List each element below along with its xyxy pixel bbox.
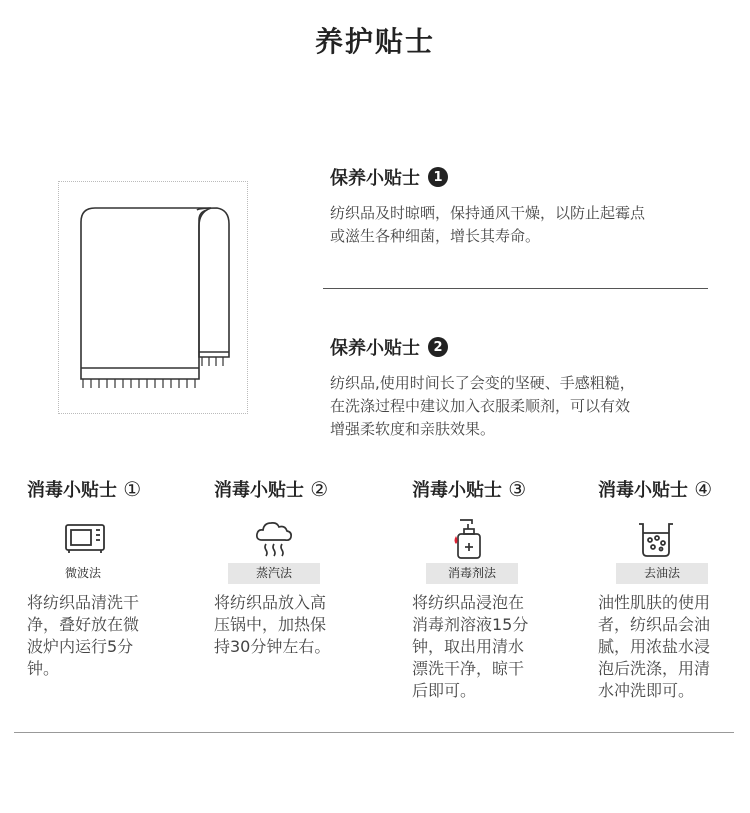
method-label: 去油法 (616, 563, 708, 584)
method-label: 蒸汽法 (228, 563, 320, 584)
care-tip-body: 纺织品及时晾晒，保持通风干燥，以防止起霉点 或滋生各种细菌，增长其寿命。 (330, 204, 646, 245)
disinfect-tip-2 (214, 476, 374, 656)
disinfect-tip-4 (598, 476, 750, 700)
disinfect-tip-body: 将纺织品浸泡在 消毒剂溶液15分 钟，取出用清水 漂洗干净，晾干 后即可。 (412, 593, 529, 700)
care-tip-body: 纺织品,使用时间长了会变的坚硬、手感粗糙， 在洗涤过程中建议加入衣服柔顺剂，可以有效 增强柔软度和亲肤效果。 (330, 374, 635, 438)
page-title: 养护贴士 (314, 25, 435, 58)
tip-number-badge: 2 (428, 337, 448, 357)
disinfect-tip-3 (412, 476, 572, 700)
disinfect-tip-title: 消毒小贴士 ① (27, 477, 142, 501)
steam-icon (252, 516, 296, 560)
care-tip-1 (330, 164, 710, 248)
divider-bottom (14, 732, 734, 733)
disinfect-tip-title: 消毒小贴士 ④ (598, 477, 713, 501)
care-tip-title: 保养小贴士 2 (330, 334, 710, 360)
disinfectant-bottle-icon (448, 516, 492, 560)
tip-number-badge: 1 (428, 167, 448, 187)
disinfect-tip-title: 消毒小贴士 ③ (412, 477, 527, 501)
disinfect-tip-body: 将纺织品放入高 压锅中，加热保 持30分钟左右。 (214, 593, 331, 656)
disinfect-tip-title: 消毒小贴士 ② (214, 477, 329, 501)
disinfect-tip-body: 油性肌肤的使用 者，纺织品会油 腻，用浓盐水浸 泡后洗涤，用清 水冲洗即可。 (598, 593, 711, 700)
method-label: 微波法 (64, 566, 101, 580)
care-tip-2 (330, 334, 710, 441)
disinfect-tip-body: 将纺织品清洗干 净，叠好放在微 波炉内运行5分 钟。 (27, 593, 140, 678)
divider (323, 288, 708, 289)
disinfect-tip-1 (27, 476, 187, 678)
method-label: 消毒剂法 (426, 563, 518, 584)
oil-removal-basin-icon (634, 516, 678, 560)
microwave-icon (63, 516, 107, 560)
care-tip-title: 保养小贴士 1 (330, 164, 710, 190)
towel-illustration (58, 181, 248, 414)
towel-icon (59, 182, 249, 415)
